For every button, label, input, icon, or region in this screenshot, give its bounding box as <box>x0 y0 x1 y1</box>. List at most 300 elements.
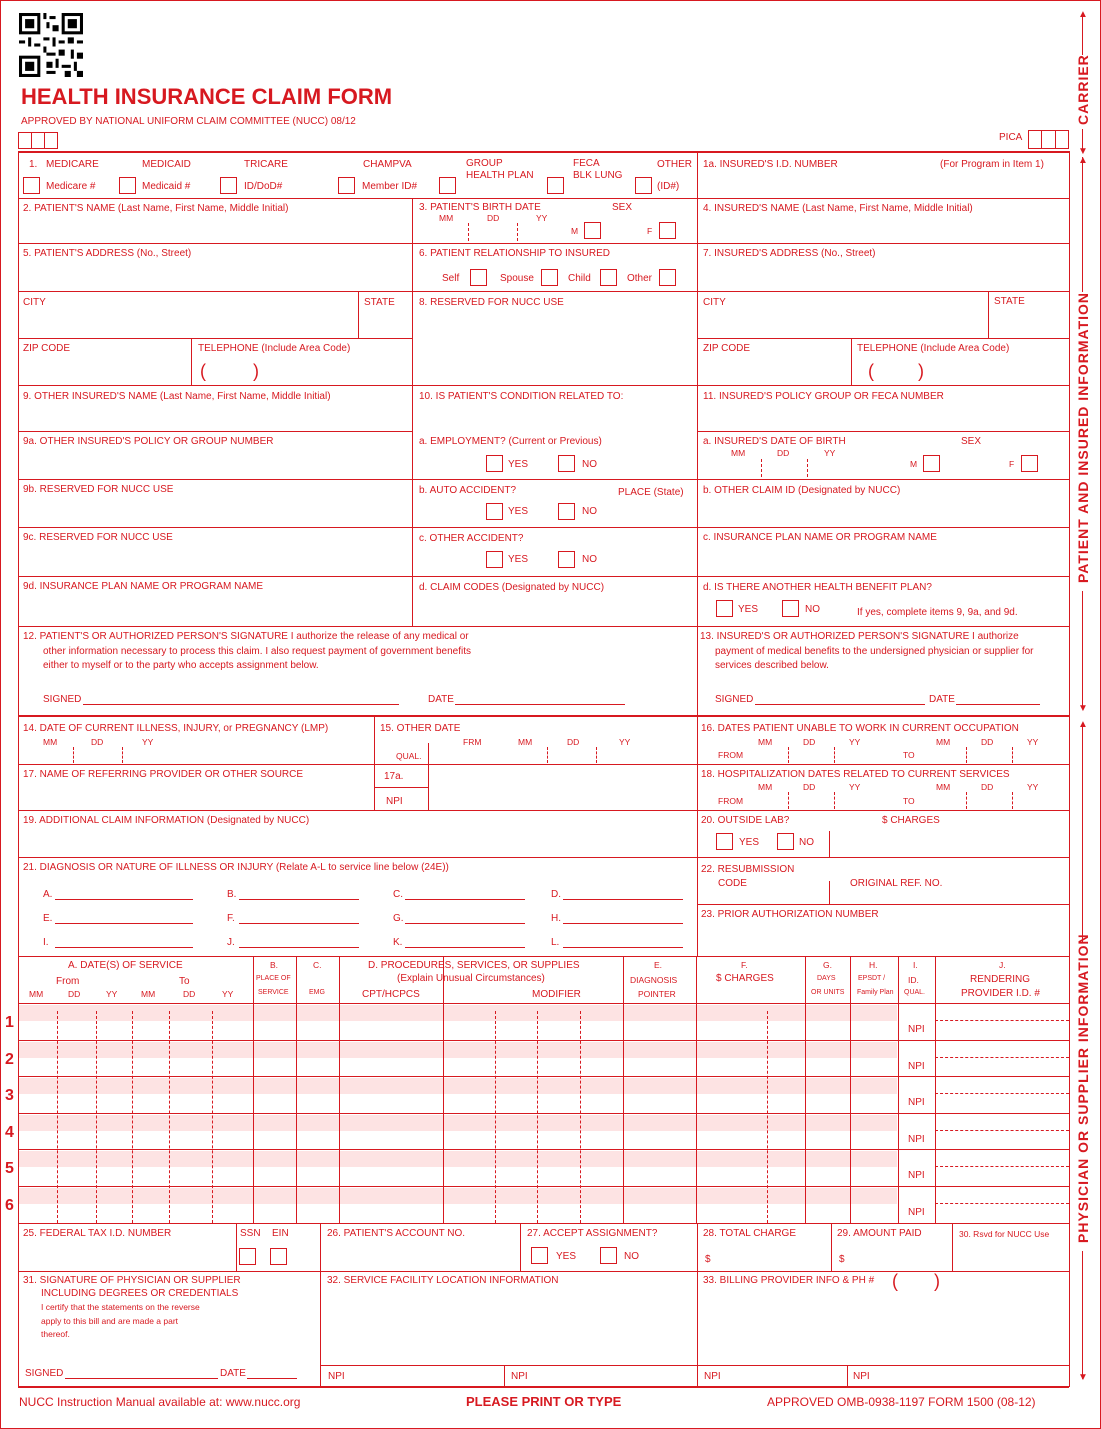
box11a-mm: MM <box>731 448 746 458</box>
another-plan-yes-label: YES <box>738 604 759 615</box>
box22-orig: ORIGINAL REF. NO. <box>850 878 943 889</box>
frame-top-line <box>18 151 1069 153</box>
box24f-1: F. <box>741 960 748 970</box>
diagnosis-letter: B. <box>227 889 237 900</box>
box5-tel: TELEPHONE (Include Area Code) <box>198 343 351 354</box>
box24h-3: Family Plan <box>857 989 894 996</box>
patient-sex-m-checkbox[interactable] <box>584 222 601 239</box>
box28-dollar: $ <box>705 1254 711 1265</box>
service-column-line <box>623 956 624 1223</box>
side-label-physician: PHYSICIAN OR SUPPLIER INFORMATION <box>1075 933 1091 1243</box>
service-line-npi: NPI <box>908 1097 925 1109</box>
box5-city: CITY <box>23 297 46 308</box>
box33a-npi: NPI <box>704 1371 721 1382</box>
box13-line3: services described below. <box>715 660 829 671</box>
box9c-label: 9c. RESERVED FOR NUCC USE <box>23 532 173 543</box>
box1-medicare: MEDICARE <box>46 159 99 170</box>
patient-sex-f-checkbox[interactable] <box>659 222 676 239</box>
box11a-yy: YY <box>824 448 836 458</box>
auto-accident-yes-checkbox[interactable] <box>486 503 503 520</box>
footer-right: APPROVED OMB-0938-1197 FORM 1500 (08-12) <box>767 1395 1036 1409</box>
box15-qual: QUAL. <box>396 751 422 761</box>
ein-checkbox[interactable] <box>270 1248 287 1265</box>
box1-other: OTHER <box>657 159 692 170</box>
service-line-divider <box>935 1203 1069 1204</box>
box16-from-mm: MM <box>758 737 773 747</box>
box29-dollar: $ <box>839 1254 845 1265</box>
box31-line3: I certify that the statements on the reverse <box>41 1302 200 1312</box>
box3-dd: DD <box>487 213 500 223</box>
medicaid-checkbox[interactable] <box>119 177 136 194</box>
box7-tel: TELEPHONE (Include Area Code) <box>857 343 1010 354</box>
box6-child: Child <box>568 273 591 284</box>
patient-name-field[interactable] <box>20 215 410 241</box>
box11a-m: M <box>910 459 918 469</box>
employment-yes-label: YES <box>508 459 529 470</box>
service-line-bottom <box>18 1149 1069 1150</box>
box22-line2: CODE <box>718 878 747 889</box>
other-accident-no-checkbox[interactable] <box>558 551 575 568</box>
box17b-npi: NPI <box>386 796 403 807</box>
service-line-number: 5 <box>5 1160 14 1178</box>
box16-from-dd: DD <box>803 737 816 747</box>
service-line-divider <box>935 1093 1069 1094</box>
pica-left-boxes[interactable] <box>18 132 58 149</box>
box24b-2: PLACE OF <box>256 975 291 982</box>
service-column-line <box>132 1011 133 1223</box>
box24a-from-dd: DD <box>68 989 81 999</box>
ssn-checkbox[interactable] <box>239 1248 256 1265</box>
box11-label: 11. INSURED'S POLICY GROUP OR FECA NUMBER <box>703 391 944 402</box>
approved-line: APPROVED BY NATIONAL UNIFORM CLAIM COMMITTEE (NUCC) 08/12 <box>21 116 356 127</box>
box15-yy: YY <box>619 737 631 747</box>
box24j-3: PROVIDER I.D. # <box>961 988 1040 999</box>
diagnosis-letter: E. <box>43 913 53 924</box>
frame-bottom-line <box>18 1386 1069 1388</box>
service-line-bottom <box>18 1186 1069 1187</box>
another-plan-no-checkbox[interactable] <box>782 600 799 617</box>
box12-signature-line[interactable] <box>83 704 399 705</box>
box10-label: 10. IS PATIENT'S CONDITION RELATED TO: <box>419 391 624 402</box>
box22-line1: 22. RESUBMISSION <box>701 864 795 875</box>
box10b-place: PLACE (State) <box>618 487 684 498</box>
service-column-line <box>212 1011 213 1223</box>
box13-line1: 13. INSURED'S OR AUTHORIZED PERSON'S SIGNATURE I authorize <box>700 631 1019 642</box>
service-column-line <box>580 1011 581 1223</box>
box13-line2: payment of medical benefits to the undersigned physician or supplier for <box>715 646 1034 657</box>
service-line-npi: NPI <box>908 1133 925 1145</box>
box5-state: STATE <box>364 297 395 308</box>
service-line-divider <box>935 1130 1069 1131</box>
box9b-label: 9b. RESERVED FOR NUCC USE <box>23 484 174 495</box>
frame-mid-line <box>18 715 1069 717</box>
outside-lab-no-label: NO <box>799 837 814 848</box>
box18-from-mm: MM <box>758 782 773 792</box>
box20-charges: $ CHARGES <box>882 815 940 826</box>
service-line-shaded-row[interactable] <box>19 1042 897 1058</box>
box3-yy: YY <box>536 213 548 223</box>
box6-self: Self <box>442 273 460 284</box>
medicare-sub: Medicare # <box>46 181 96 192</box>
box10a-label: a. EMPLOYMENT? (Current or Previous) <box>419 436 602 447</box>
box14-mm: MM <box>43 737 58 747</box>
diagnosis-letter: K. <box>393 937 403 948</box>
box7-label: 7. INSURED'S ADDRESS (No., Street) <box>703 248 876 259</box>
service-column-line <box>253 956 254 1223</box>
box24g-1: G. <box>823 960 832 970</box>
box16-to-mm: MM <box>936 737 951 747</box>
box21-label: 21. DIAGNOSIS OR NATURE OF ILLNESS OR INJURY (Relate A-L to service line below (24E)) <box>23 862 449 873</box>
box31-date-line[interactable] <box>247 1378 297 1379</box>
box12-signed: SIGNED <box>43 694 82 705</box>
diagnosis-field[interactable] <box>55 947 193 948</box>
box3-mm: MM <box>439 213 454 223</box>
box5-zip: ZIP CODE <box>23 343 71 354</box>
another-plan-yes-checkbox[interactable] <box>716 600 733 617</box>
service-line-number: 2 <box>5 1050 14 1068</box>
box24g-2: DAYS <box>817 975 836 982</box>
insured-name-field[interactable] <box>699 215 1067 241</box>
accept-assignment-yes-checkbox[interactable] <box>531 1247 548 1264</box>
box7-zip: ZIP CODE <box>703 343 751 354</box>
service-column-line <box>805 956 806 1223</box>
box16-to-dd: DD <box>981 737 994 747</box>
box4-label: 4. INSURED'S NAME (Last Name, First Name, Middle Initial) <box>703 203 973 214</box>
box24b-3: SERVICE <box>258 989 289 996</box>
other-program-checkbox[interactable] <box>635 177 652 194</box>
box24e-3: POINTER <box>638 989 676 999</box>
box14-dd: DD <box>91 737 104 747</box>
insured-sex-f-checkbox[interactable] <box>1021 455 1038 472</box>
box1-medicaid: MEDICAID <box>142 159 191 170</box>
service-line-divider <box>935 1166 1069 1167</box>
box20-label: 20. OUTSIDE LAB? <box>701 815 790 826</box>
box24i-2: ID. <box>908 975 919 985</box>
box11a-dd: DD <box>777 448 790 458</box>
box13-signature-line[interactable] <box>755 704 925 705</box>
diagnosis-field[interactable] <box>405 899 525 900</box>
service-column-line <box>537 1011 538 1223</box>
box5-tel-paren-open: ( <box>200 361 206 381</box>
box12-date: DATE <box>428 694 454 705</box>
diagnosis-letter: C. <box>393 889 403 900</box>
auto-accident-yes-label: YES <box>508 506 529 517</box>
box25-ssn: SSN <box>240 1228 261 1239</box>
service-line-npi: NPI <box>908 1207 925 1218</box>
box15-mm: MM <box>518 737 533 747</box>
box1-group-plan: HEALTH PLAN <box>466 170 534 181</box>
auto-accident-no-checkbox[interactable] <box>558 503 575 520</box>
box1-blk-lung: BLK LUNG <box>573 170 623 181</box>
box18-from: FROM <box>718 796 744 806</box>
medicare-checkbox[interactable] <box>23 177 40 194</box>
service-column-line <box>296 956 297 1223</box>
box26-label: 26. PATIENT'S ACCOUNT NO. <box>327 1228 466 1239</box>
box3-label: 3. PATIENT'S BIRTH DATE <box>419 202 541 213</box>
box18-to-yy: YY <box>1027 782 1039 792</box>
employment-no-checkbox[interactable] <box>558 455 575 472</box>
other-accident-yes-checkbox[interactable] <box>486 551 503 568</box>
box5-tel-paren-close: ) <box>253 361 259 381</box>
box24a-from-mm: MM <box>29 989 44 999</box>
box11d-label: d. IS THERE ANOTHER HEALTH BENEFIT PLAN? <box>703 582 932 593</box>
tricare-sub: ID/DoD# <box>244 181 283 192</box>
qr-code-icon <box>19 13 83 77</box>
diagnosis-letter: A. <box>43 889 53 900</box>
box6-label: 6. PATIENT RELATIONSHIP TO INSURED <box>419 248 610 259</box>
box24f-2: $ CHARGES <box>716 973 774 984</box>
box18-to-mm: MM <box>936 782 951 792</box>
relationship-other-checkbox[interactable] <box>659 269 676 286</box>
box18-to-dd: DD <box>981 782 994 792</box>
box24d-1: D. PROCEDURES, SERVICES, OR SUPPLIES <box>368 960 580 971</box>
box23-label: 23. PRIOR AUTHORIZATION NUMBER <box>701 909 879 920</box>
box6-other: Other <box>627 273 653 284</box>
box11b-label: b. OTHER CLAIM ID (Designated by NUCC) <box>703 485 901 496</box>
box27-label: 27. ACCEPT ASSIGNMENT? <box>527 1228 658 1239</box>
box16-to-yy: YY <box>1027 737 1039 747</box>
service-line-divider <box>935 1057 1069 1058</box>
box18-to: TO <box>903 796 915 806</box>
box8-label: 8. RESERVED FOR NUCC USE <box>419 297 564 308</box>
diagnosis-field[interactable] <box>563 923 683 924</box>
diagnosis-letter: I. <box>43 937 49 948</box>
service-line-number: 6 <box>5 1197 14 1214</box>
box24g-3: OR UNITS <box>811 989 845 996</box>
box33b-npi: NPI <box>853 1371 870 1382</box>
box24i-3: QUAL. <box>904 989 926 996</box>
box25-ein: EIN <box>272 1228 289 1239</box>
insured-id-field[interactable] <box>699 171 1067 196</box>
box24a-to-mm: MM <box>141 989 156 999</box>
service-line-bottom <box>18 1040 1069 1041</box>
accept-assignment-no-checkbox[interactable] <box>600 1247 617 1264</box>
box12-line1: 12. PATIENT'S OR AUTHORIZED PERSON'S SIGNATURE I authorize the release of any medical or <box>23 631 469 642</box>
box17a-label: 17a. <box>384 771 404 782</box>
footer-left: NUCC Instruction Manual available at: www.nucc.org <box>19 1395 301 1409</box>
box32-label: 32. SERVICE FACILITY LOCATION INFORMATION <box>327 1275 559 1286</box>
feca-checkbox[interactable] <box>547 177 564 194</box>
box24h-1: H. <box>869 960 878 970</box>
box24d-2: (Explain Unusual Circumstances) <box>397 973 545 984</box>
box17-label: 17. NAME OF REFERRING PROVIDER OR OTHER SOURCE <box>23 769 304 780</box>
box1-number: 1. <box>29 159 38 170</box>
box7-city: CITY <box>703 297 726 308</box>
service-column-line <box>339 956 340 1223</box>
service-line-number: 3 <box>5 1087 14 1105</box>
footer-center: PLEASE PRINT OR TYPE <box>466 1394 622 1409</box>
box24b-1: B. <box>270 960 279 970</box>
another-plan-no-label: NO <box>805 604 820 615</box>
box24j-2: RENDERING <box>970 974 1031 985</box>
box24h-2: EPSDT / <box>858 975 886 982</box>
diagnosis-field[interactable] <box>405 923 525 924</box>
box24a-to-dd: DD <box>183 989 196 999</box>
box19-label: 19. ADDITIONAL CLAIM INFORMATION (Designated by NUCC) <box>23 815 310 826</box>
diagnosis-field[interactable] <box>239 923 359 924</box>
box24i-1: I. <box>913 960 918 970</box>
box5-label: 5. PATIENT'S ADDRESS (No., Street) <box>23 248 192 259</box>
box32b-npi: NPI <box>511 1371 528 1382</box>
diagnosis-field[interactable] <box>405 947 525 948</box>
other-program-sub: (ID#) <box>657 181 680 192</box>
box1-champva: CHAMPVA <box>363 159 412 170</box>
box7-state: STATE <box>994 296 1025 307</box>
relationship-spouse-checkbox[interactable] <box>541 269 558 286</box>
form-title: HEALTH INSURANCE CLAIM FORM <box>21 84 393 109</box>
box14-yy: YY <box>142 737 154 747</box>
side-label-patient: PATIENT AND INSURED INFORMATION <box>1075 291 1091 583</box>
box24a-label: A. DATE(S) OF SERVICE <box>68 960 183 971</box>
box1-tricare: TRICARE <box>244 159 288 170</box>
diagnosis-letter: D. <box>551 889 561 900</box>
box31-signature-line[interactable] <box>65 1378 218 1379</box>
box24d-cpt: CPT/HCPCS <box>362 989 420 1000</box>
service-line-number: 1 <box>5 1014 14 1031</box>
accept-no-label: NO <box>624 1251 639 1262</box>
box3-f: F <box>647 226 653 236</box>
insured-sex-m-checkbox[interactable] <box>923 455 940 472</box>
pica-label: PICA <box>999 132 1023 143</box>
box18-from-dd: DD <box>803 782 816 792</box>
service-line-bottom <box>18 1113 1069 1114</box>
box13-date-line[interactable] <box>956 704 1040 705</box>
box29-label: 29. AMOUNT PAID <box>837 1228 922 1239</box>
box33-label: 33. BILLING PROVIDER INFO & PH # <box>703 1275 875 1286</box>
box16-from-yy: YY <box>849 737 861 747</box>
box31-date: DATE <box>220 1368 246 1379</box>
diagnosis-field[interactable] <box>563 899 683 900</box>
service-column-line <box>696 956 697 1223</box>
service-column-line <box>169 1011 170 1223</box>
service-line-shaded-row[interactable] <box>19 1188 897 1204</box>
service-line-shaded-row[interactable] <box>19 1005 897 1021</box>
box13-date: DATE <box>929 694 955 705</box>
box13-signed: SIGNED <box>715 694 754 705</box>
another-plan-note: If yes, complete items 9, 9a, and 9d. <box>857 607 1018 618</box>
box31-line4: apply to this bill and are made a part <box>41 1316 179 1326</box>
auto-accident-no-label: NO <box>582 506 597 517</box>
pica-right-boxes[interactable] <box>1028 130 1069 149</box>
service-line-shaded-row[interactable] <box>19 1078 897 1094</box>
employment-no-label: NO <box>582 459 597 470</box>
service-column-line <box>935 956 936 1223</box>
box12-line3: either to myself or to the party who accepts assignment below. <box>43 660 319 671</box>
diagnosis-field[interactable] <box>239 947 359 948</box>
service-line-bottom <box>18 1076 1069 1077</box>
other-accident-no-label: NO <box>582 554 597 565</box>
service-column-line <box>495 1011 496 1223</box>
champva-checkbox[interactable] <box>338 177 355 194</box>
service-column-line <box>57 1011 58 1223</box>
box10c-label: c. OTHER ACCIDENT? <box>419 533 524 544</box>
box1a-label: 1a. INSURED'S I.D. NUMBER <box>703 159 838 170</box>
champva-sub: Member ID# <box>362 181 418 192</box>
outside-lab-yes-label: YES <box>739 837 760 848</box>
service-line-number: 4 <box>5 1123 14 1141</box>
box25-label: 25. FEDERAL TAX I.D. NUMBER <box>23 1228 172 1239</box>
box11c-label: c. INSURANCE PLAN NAME OR PROGRAM NAME <box>703 532 937 543</box>
box31-line1: 31. SIGNATURE OF PHYSICIAN OR SUPPLIER <box>23 1275 241 1286</box>
box18-from-yy: YY <box>849 782 861 792</box>
diagnosis-letter: H. <box>551 913 561 924</box>
service-line-npi: NPI <box>908 1024 925 1035</box>
side-label-carrier: CARRIER <box>1075 54 1091 125</box>
service-column-line <box>767 1011 768 1223</box>
box11a-sex: SEX <box>961 436 982 447</box>
box16-to: TO <box>903 750 915 760</box>
box24c-1: C. <box>313 960 322 970</box>
box1a-note: (For Program in Item 1) <box>940 159 1044 170</box>
service-line-shaded-row[interactable] <box>19 1151 897 1167</box>
box9d-label: 9d. INSURANCE PLAN NAME OR PROGRAM NAME <box>23 581 264 592</box>
box31-line5: thereof. <box>41 1329 70 1339</box>
diagnosis-letter: L. <box>551 937 560 948</box>
box24a-from-yy: YY <box>106 989 118 999</box>
box15-label: 15. OTHER DATE <box>380 723 461 734</box>
box16-from: FROM <box>718 750 744 760</box>
side-arrow-line <box>1082 15 1083 55</box>
box24j-1: J. <box>999 960 1006 970</box>
box28-label: 28. TOTAL CHARGE <box>703 1228 796 1239</box>
box7-tel-paren-close: ) <box>918 361 924 381</box>
diagnosis-field[interactable] <box>55 923 193 924</box>
medicaid-sub: Medicaid # <box>142 181 191 192</box>
group-health-plan-checkbox[interactable] <box>439 177 456 194</box>
box24a-from: From <box>56 976 80 987</box>
box1-group: GROUP <box>466 158 503 169</box>
box30-label: 30. Rsvd for NUCC Use <box>959 1229 1050 1239</box>
box24e-2: DIAGNOSIS <box>630 975 678 985</box>
diagnosis-letter: J. <box>227 937 235 948</box>
relationship-self-checkbox[interactable] <box>470 269 487 286</box>
box15-dd: DD <box>567 737 580 747</box>
service-line-divider <box>935 1020 1069 1021</box>
box15-frm: FRM <box>463 737 482 747</box>
service-column-line <box>850 956 851 1223</box>
outside-lab-no-checkbox[interactable] <box>777 833 794 850</box>
service-line-shaded-row[interactable] <box>19 1115 897 1131</box>
service-column-line <box>898 956 899 1223</box>
service-line-npi: NPI <box>908 1060 925 1072</box>
box9a-label: 9a. OTHER INSURED'S POLICY OR GROUP NUMBER <box>23 436 274 447</box>
box12-line2: other information necessary to process this claim. I also request payment of government benefits <box>43 646 471 657</box>
box32a-npi: NPI <box>328 1371 345 1382</box>
box3-sex: SEX <box>612 202 633 213</box>
accept-yes-label: YES <box>556 1251 577 1262</box>
box24d-modifier: MODIFIER <box>532 989 581 1000</box>
diagnosis-field[interactable] <box>563 947 683 948</box>
box9-label: 9. OTHER INSURED'S NAME (Last Name, First Name, Middle Initial) <box>23 391 331 402</box>
box6-spouse: Spouse <box>500 273 534 284</box>
diagnosis-field[interactable] <box>55 899 193 900</box>
box31-signed: SIGNED <box>25 1368 64 1379</box>
box12-date-line[interactable] <box>455 704 625 705</box>
claim-form-page: HEALTH INSURANCE CLAIM FORM APPROVED BY NATIONAL UNIFORM CLAIM COMMITTEE (NUCC) 08/12 PICA CARRIER PATIENT AND INSURED INFORMATION PHYSICIAN OR SUPPLIER INFORMATION ▲ ▼ ▲ ▼ ▲ ▼ 1. MEDICARE MEDICAID TRICARE CHAMPVA GROUP HEALTH PLAN FECA BLK LUNG OTHER Medicare # Medicaid # ID/DoD# Member ID# (ID#) 1a. INSURED'S I.D. NUMBER (For Program in Item 1) 2. PATIENT'S NAME (Last Name, First Name, Middle Initial) 3. PATIENT'S BIRTH DATE MM DD YY SEX M F 4. INSURED'S NAME (Last Name, First Name, Middle Initial) 5. PATIENT'S ADDRESS (No., Street) 6. PATIENT RELATIONSHIP TO INSURED Self Spouse Child Other 7. INSURED'S ADDRESS (No., Street) CITY STATE 8. RESERVED FOR NUCC USE CITY STATE ZIP CODE TELEPHONE (Include Area Code) ( ) ZIP CODE TELEPHONE (Include Area Code) ( ) 9. OTHER INSURED'S NAME (Last Name, First Name, Middle Initial) 10. IS PATIENT'S CONDITION RELATED TO: 11. INSURED'S POLICY GROUP OR FECA NUMBER 9a. OTHER INSURED'S POLICY OR GROUP NUMBER a. EMPLOYMENT? (Current or Previous) YES NO a. INSURED'S DATE OF BIRTH MM DD YY SEX M F 9b. RESERVED FOR NUCC USE b. AUTO ACCIDENT? PLACE (State) YES NO b. OTHER CLAIM ID (Designated by NUCC) 9c. RESERVED FOR NUCC USE c. OTHER ACCIDENT? YES NO c. INSURANCE PLAN NAME OR PROGRAM NAME 9d. INSURANCE PLAN NAME OR PROGRAM NAME d. CLAIM CODES (Designated by NUCC) d. IS THERE ANOTHER HEALTH BENEFIT PLAN? YES NO If yes, complete items 9, 9a, and 9d. 12. PATIENT'S OR AUTHORIZED PERSON'S SIGNATURE I authorize the release of any medical or other information necessary to process this claim. I also request payment of government benefits either to myself or to the party who accepts assignment below. SIGNED DATE 13. INSURED'S OR AUTHORIZED PERSON'S SIGNATURE I authorize payment of medical benefits to the undersigned physician or supplier for services described below. SIGNED DATE 14. DATE OF CURRENT ILLNESS, INJURY, or PREGNANCY (LMP) MM DD YY 15. OTHER DATE QUAL. FRM MM DD YY 16. DATES PATIENT UNABLE TO WORK IN CURRENT OCCUPATION MM DD YY MM DD YY FROM TO 17. NAME OF REFERRING PROVIDER OR OTHER SOURCE 17a. NPI 18. HOSPITALIZATION DATES RELATED TO CURRENT SERVICES MM DD YY MM DD YY FROM TO 19. ADDITIONAL CLAIM INFORMATION (Designated by NUCC) 20. OUTSIDE LAB? $ CHARGES YES NO 21. DIAGNOSIS OR NATURE OF ILLNESS OR INJURY (Relate A-L to service line below (24E)) A. B. C. D. E. F. G. H. I. J. K. L. 22. RESUBMISSION CODE ORIGINAL REF. NO. 23. PRIOR AUTHORIZATION NUMBER A. DATE(S) OF SERVICE From To MM DD YY MM DD YY B. PLACE OF SERVICE C. EMG D. PROCEDURES, SERVICES, OR SUPPLIES (Explain Unusual Circumstances) CPT/HCPCS MODIFIER E. DIAGNOSIS POINTER F. $ CHARGES G. DAYS OR UNITS H. EPSDT / Family Plan I. ID. QUAL. J. RENDERING PROVIDER I.D. # NPI 1 NPI 2 NPI 3 NPI 4 NPI 5 NPI 6 25. FEDERAL TAX I.D. NUMBER SSN EIN 26. PATIENT'S ACCOUNT NO. 27. ACCEPT ASSIGNMENT? YES NO 28. TOTAL CHARGE $ 29. AMOUNT PAID $ 30. Rsvd for NUCC Use 31. SIGNATURE OF PHYSICIAN OR SUPPLIER INCLUDING DEGREES OR CREDENTIALS I certify that the statements on the reverse apply to this bill and are made a part thereof. SIGNED DATE 32. SERVICE FACILITY LOCATION INFORMATION NPI NPI 33. BILLING PROVIDER INFO & PH # ( ) NPI NPI NUCC Instruction Manual available at: www.nucc.org PLEASE PRINT OR TYPE APPROVED OMB-0938-1197 FORM 1500 (08-12) <box>0 0 1101 1429</box>
employment-yes-checkbox[interactable] <box>486 455 503 472</box>
box24a-to: To <box>179 976 190 987</box>
box31-line2: INCLUDING DEGREES OR CREDENTIALS <box>41 1288 239 1299</box>
box11a-f: F <box>1009 459 1015 469</box>
relationship-child-checkbox[interactable] <box>600 269 617 286</box>
tricare-checkbox[interactable] <box>220 177 237 194</box>
box2-label: 2. PATIENT'S NAME (Last Name, First Name, Middle Initial) <box>23 203 289 214</box>
diagnosis-field[interactable] <box>239 899 359 900</box>
diagnosis-letter: G. <box>393 913 404 924</box>
box7-tel-paren-open: ( <box>868 361 874 381</box>
outside-lab-yes-checkbox[interactable] <box>716 833 733 850</box>
box24c-2: EMG <box>309 989 325 996</box>
